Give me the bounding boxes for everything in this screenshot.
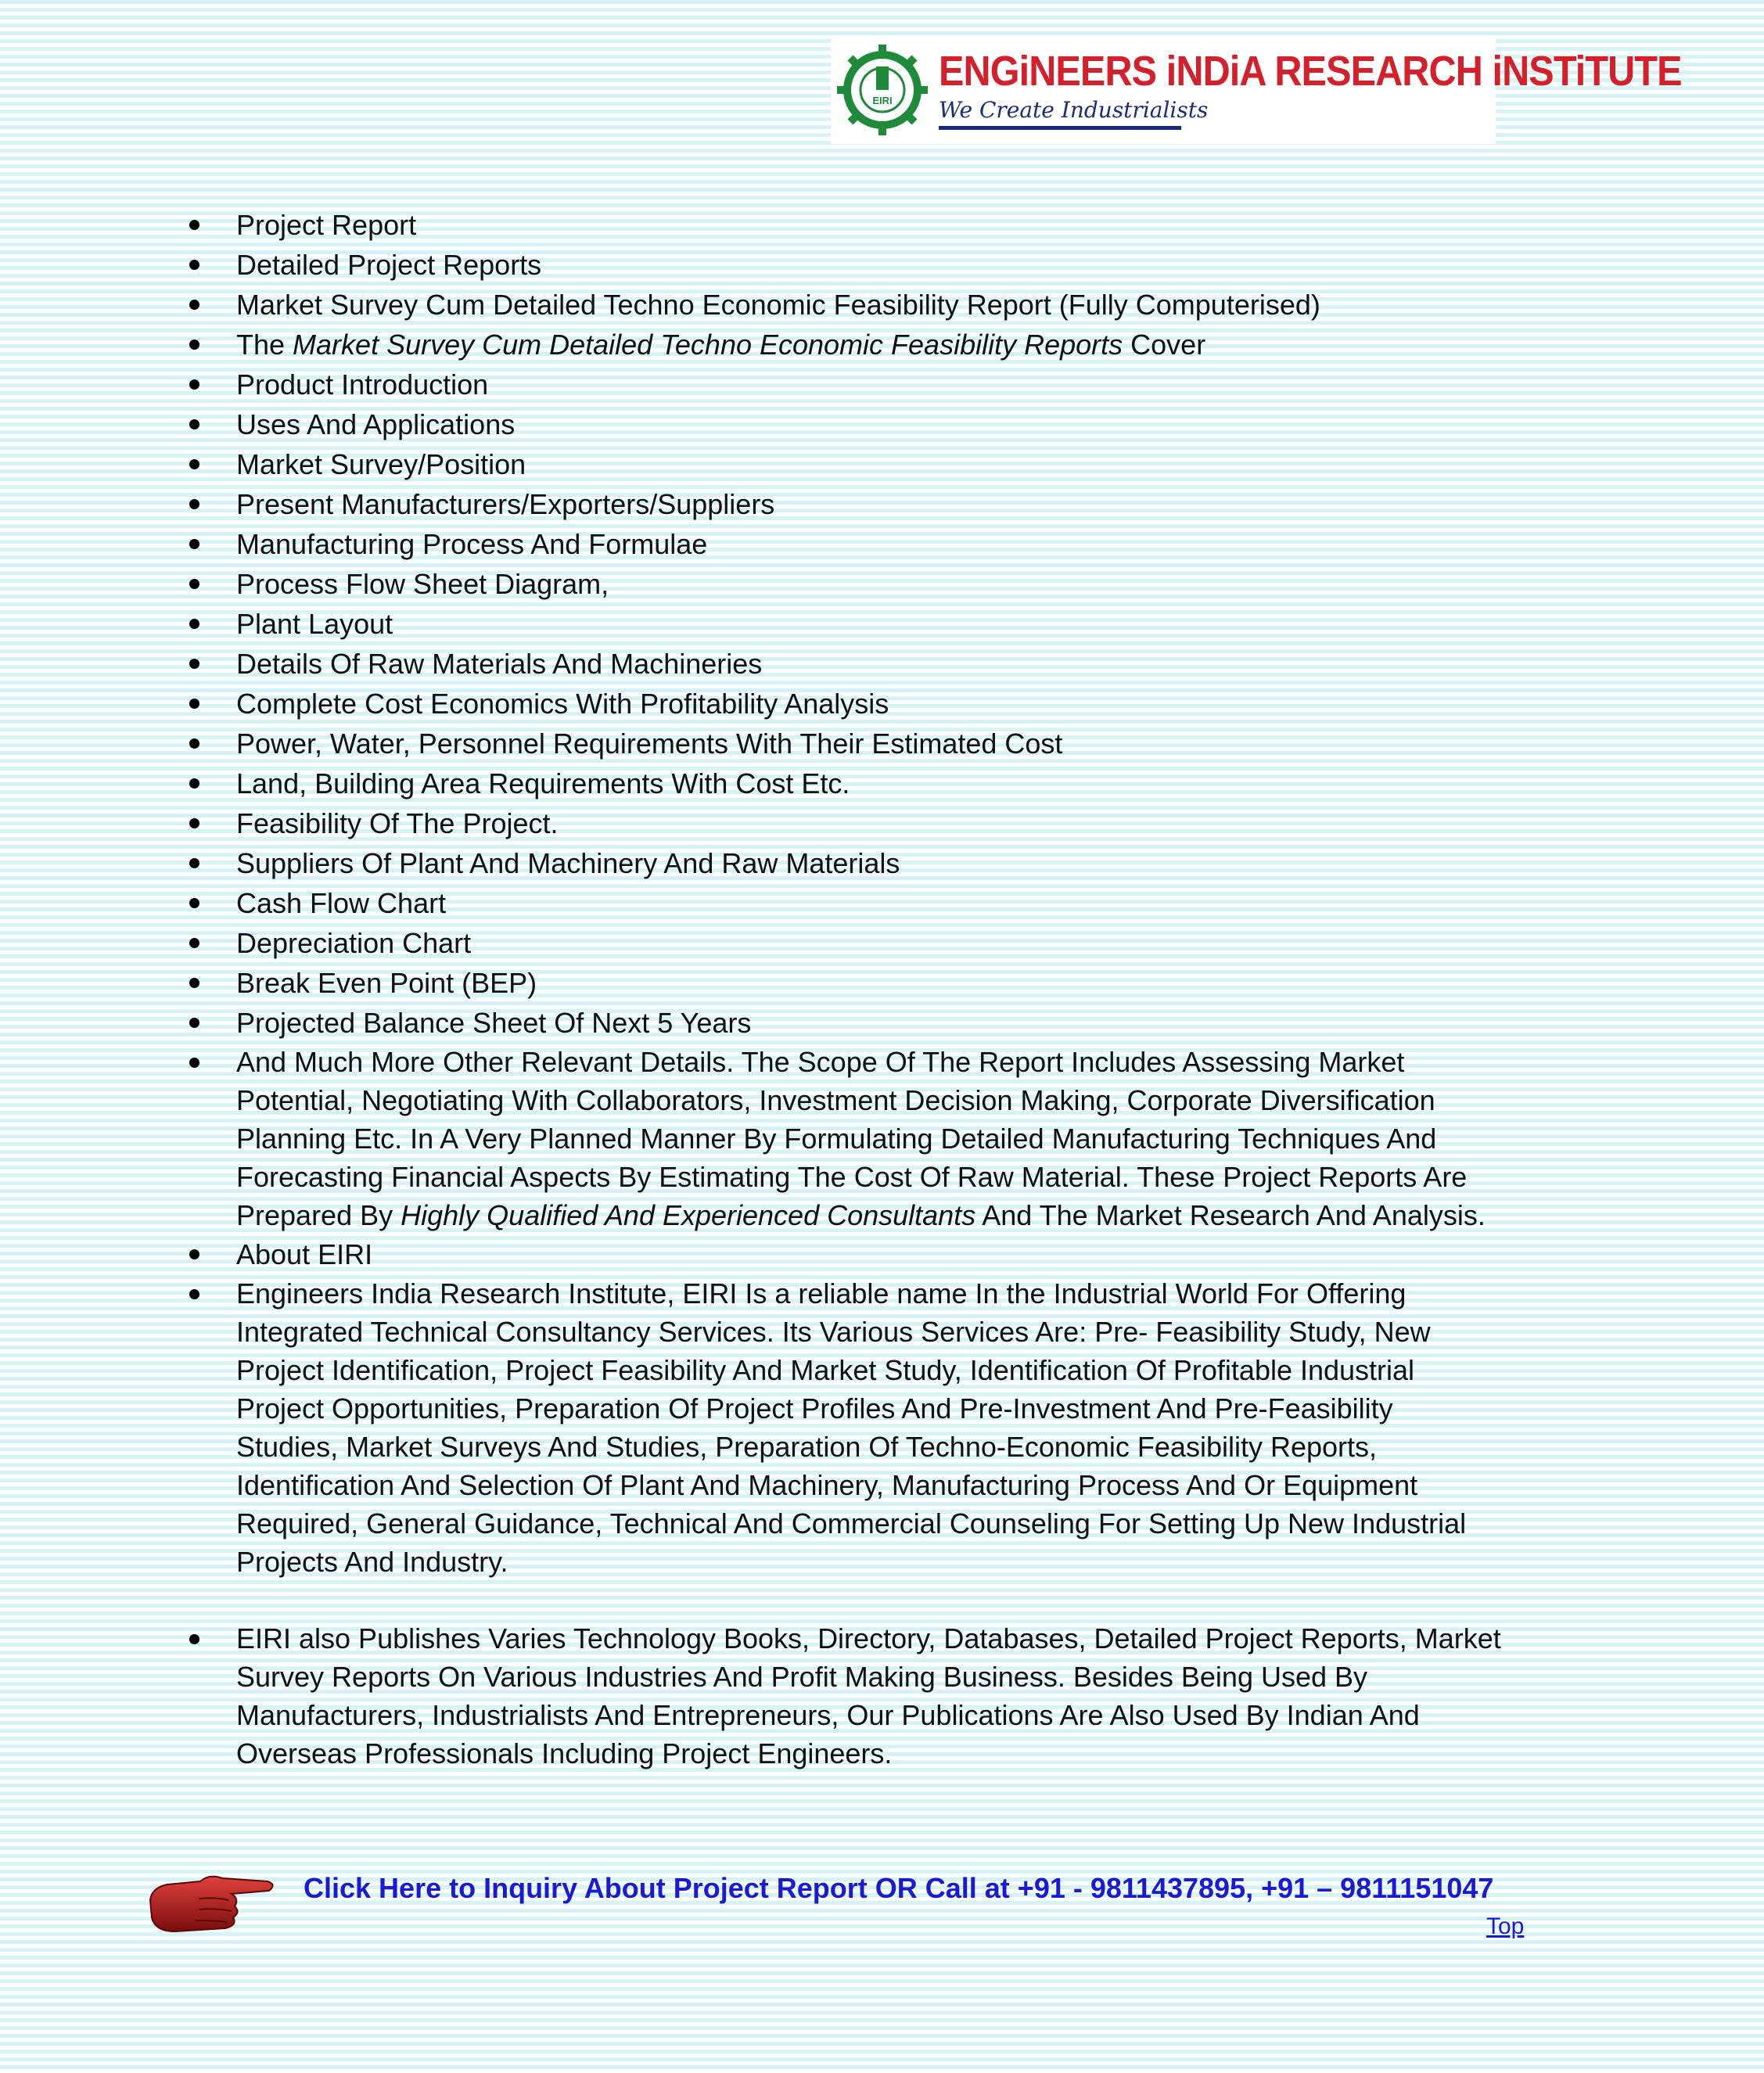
list-item: Product Introduction <box>188 365 1502 404</box>
eiri-logo <box>831 36 1682 144</box>
list-item: Cash Flow Chart <box>188 883 1502 923</box>
list-item: Feasibility Of The Project. <box>188 803 1502 843</box>
list-item: Complete Cost Economics With Profitability Analysis <box>188 684 1502 724</box>
pointing-hand-icon <box>144 1866 277 1944</box>
list-item: The Market Survey Cum Detailed Techno Economic Feasibility Reports Cover <box>188 325 1502 365</box>
list-item: Manufacturing Process And Formulae <box>188 524 1502 564</box>
list-item-about-heading: About EIRI <box>188 1234 1502 1274</box>
list-item: Details Of Raw Materials And Machineries <box>188 644 1502 684</box>
list-item: Uses And Applications <box>188 404 1502 444</box>
inquiry-callout <box>144 1866 1552 1944</box>
logo-tagline: We Create Industrialists <box>939 97 1181 130</box>
list-item-scope: And Much More Other Relevant Details. The Scope Of The Report Includes Assessing Market Potential, Negotiating With Collaborators, Investment Decision Making, Corporate Diversification Planning Etc. In A Very Planned Manner By Formulating Detailed Manufacturing Techniques And Forecasting Financial Aspects By Estimating The Cost Of Raw Material. These Project Reports Are Prepared By Highly Qualified And Experienced Consultants And The Market Research And Analysis. <box>188 1043 1502 1234</box>
report-contents <box>188 205 1502 1773</box>
list-item: Break Even Point (BEP) <box>188 963 1502 1003</box>
list-item: Market Survey Cum Detailed Techno Economic Feasibility Report (Fully Computerised) <box>188 285 1502 325</box>
list-item: Market Survey/Position <box>188 444 1502 484</box>
svg-text:EIRI: EIRI <box>872 95 893 106</box>
list-item-about-eiri: Engineers India Research Institute, EIRI Is a reliable name In the Industrial World For Offering Integrated Technical Consultancy Services. Its Various Services Are: Pre- Feasibility Study, New Project Identification, Project Feasibility And Market Study, Identification Of Profitable Industrial Project Opportunities, Preparation Of Project Profiles And Pre-Investment And Pre-Feasibility Studies, Market Surveys And Studies, Preparation Of Techno-Economic Feasibility Reports, Identification And Selection Of Plant And Machinery, Manufacturing Process And Or Equipment Required, General Guidance, Technical And Commercial Counseling For Setting Up New Industrial Projects And Industry. <box>188 1274 1502 1581</box>
inquiry-link[interactable]: Click Here to Inquiry About Project Report OR Call at +91 - 9811437895, +91 – 9811151047 <box>304 1872 1494 1904</box>
top-link[interactable]: Top <box>1486 1913 1525 1939</box>
list-item: Project Report <box>188 205 1502 245</box>
list-item: Detailed Project Reports <box>188 245 1502 285</box>
list-item: Projected Balance Sheet Of Next 5 Years <box>188 1003 1502 1043</box>
list-item: Process Flow Sheet Diagram, <box>188 564 1502 604</box>
contents-list <box>188 205 1502 1773</box>
logo-name: ENGiNEERS iNDiA RESEARCH iNSTiTUTE <box>939 48 1682 95</box>
list-item: Land, Building Area Requirements With Cost Etc. <box>188 763 1502 803</box>
list-item: Suppliers Of Plant And Machinery And Raw Materials <box>188 843 1502 883</box>
gear-emblem-icon <box>835 43 929 137</box>
list-item: Present Manufacturers/Exporters/Suppliers <box>188 484 1502 524</box>
list-item: Plant Layout <box>188 604 1502 644</box>
list-item-publications: EIRI also Publishes Varies Technology Books, Directory, Databases, Detailed Project Reports, Market Survey Reports On Various Industries And Profit Making Business. Besides Being Used By Manufacturers, Industrialists And Entrepreneurs, Our Publications Are Also Used By Indian And Overseas Professionals Including Project Engineers. <box>188 1619 1502 1773</box>
list-item: Power, Water, Personnel Requirements With Their Estimated Cost <box>188 724 1502 763</box>
list-item: Depreciation Chart <box>188 923 1502 963</box>
